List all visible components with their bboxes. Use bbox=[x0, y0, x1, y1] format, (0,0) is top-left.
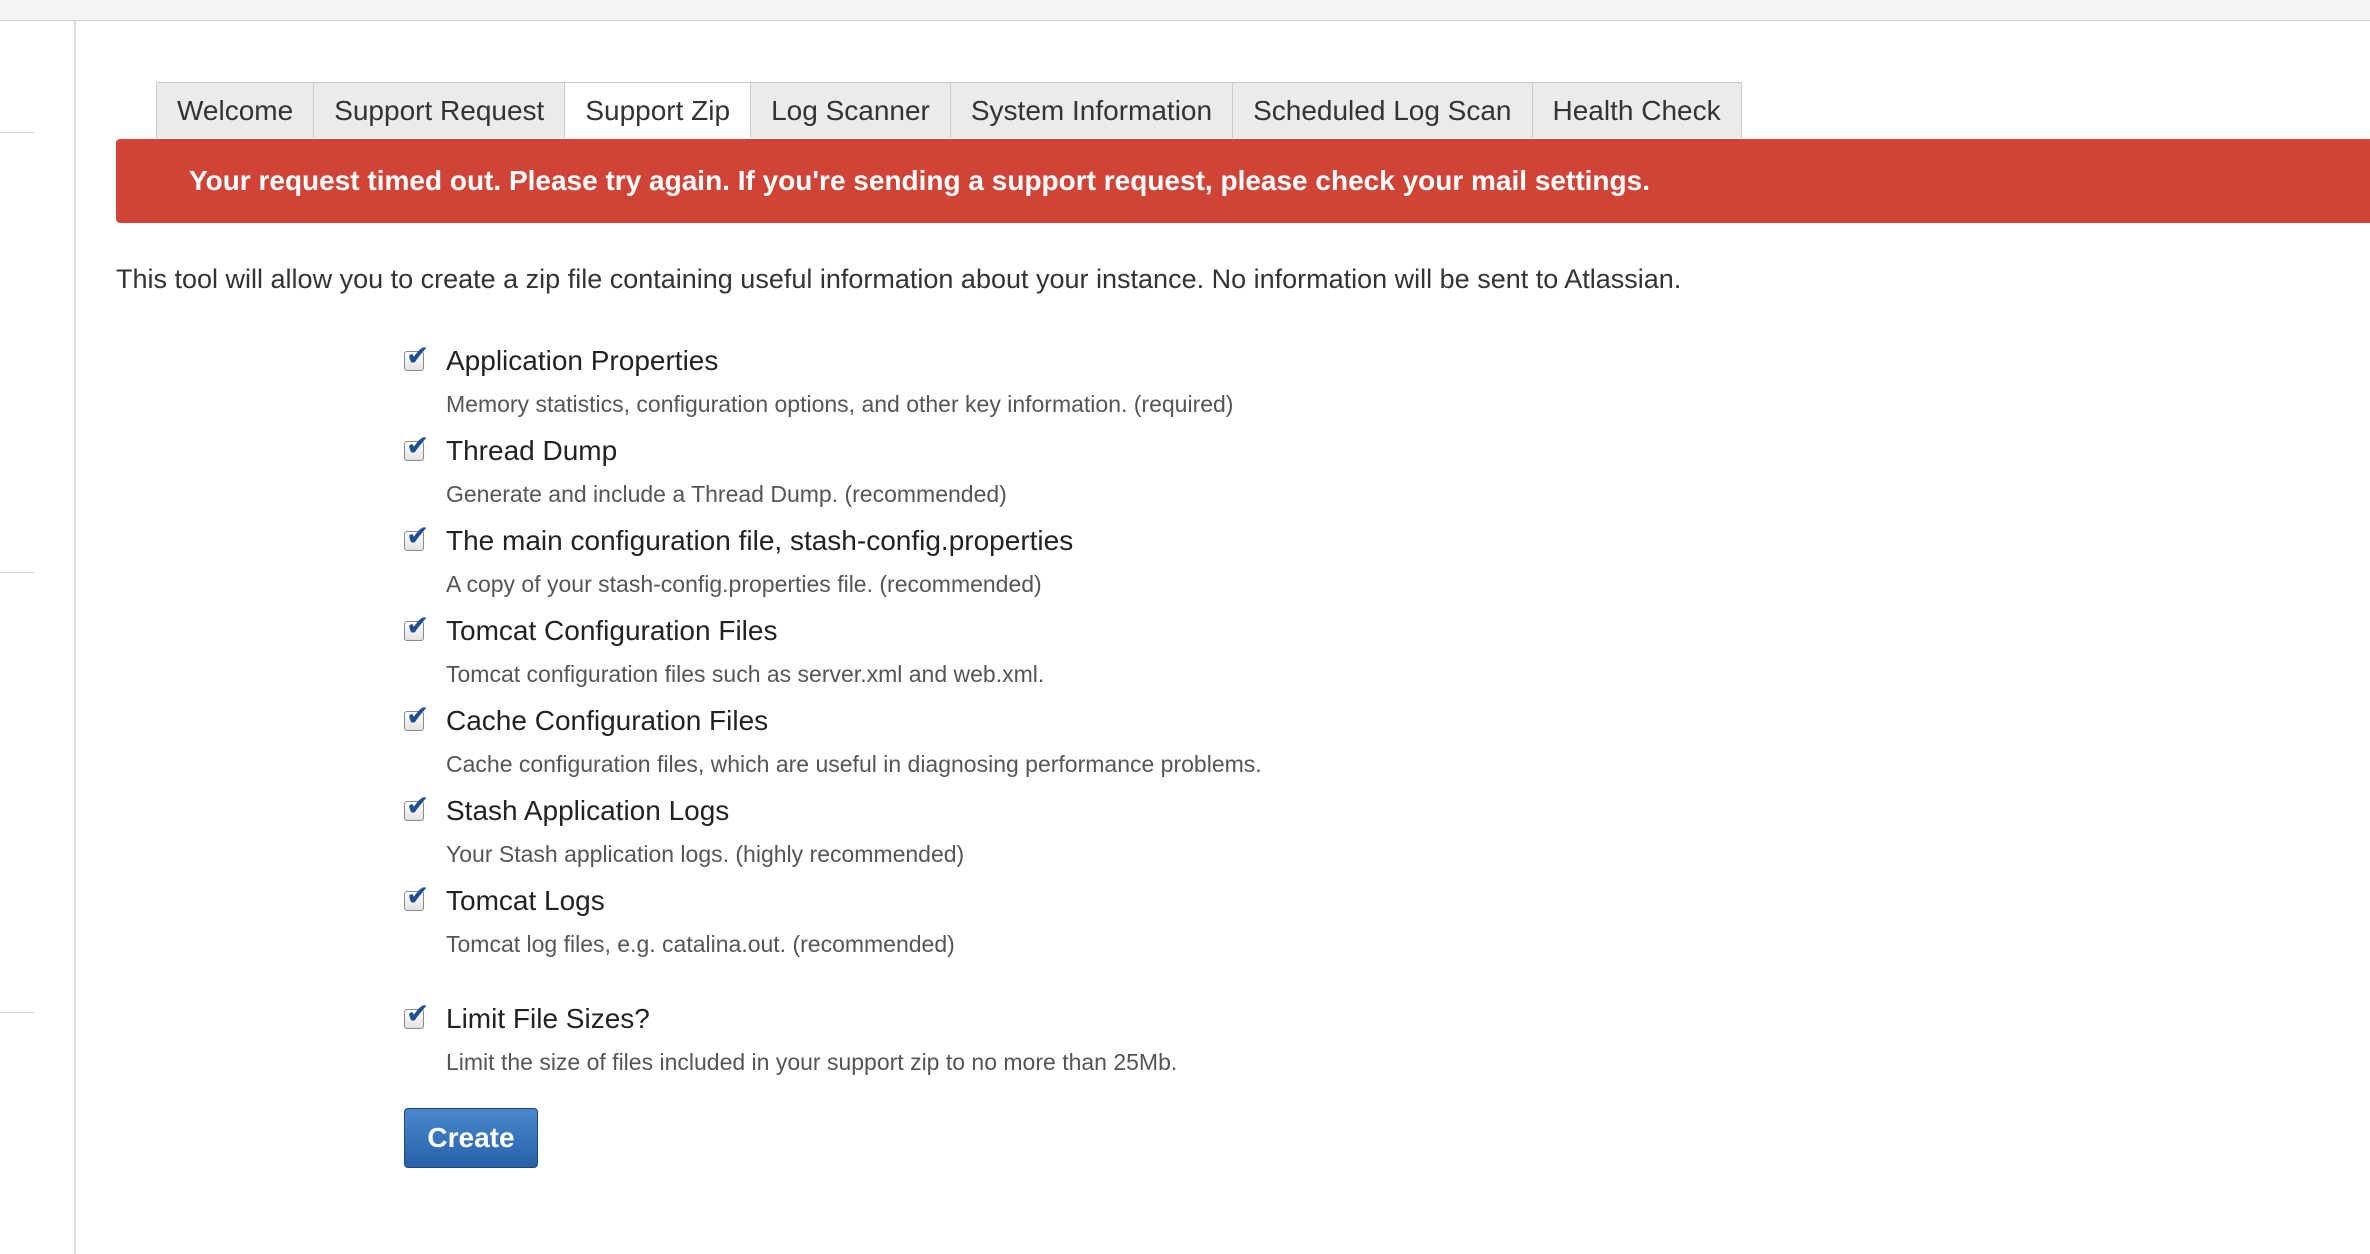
tab-welcome[interactable]: Welcome bbox=[156, 82, 314, 138]
option-description: Your Stash application logs. (highly recommended) bbox=[446, 841, 965, 867]
checkmark-icon: ✔ bbox=[406, 610, 430, 641]
checkmark-icon: ✔ bbox=[406, 340, 430, 371]
option-cache-configuration-files bbox=[404, 701, 1804, 778]
option-description: Generate and include a Thread Dump. (recommended) bbox=[446, 481, 1007, 507]
option-label: Tomcat Logs bbox=[446, 885, 605, 916]
option-application-properties bbox=[404, 341, 1804, 418]
application-properties-checkbox[interactable] bbox=[404, 340, 430, 371]
option-description: A copy of your stash-config.properties file. (recommended) bbox=[446, 571, 1042, 597]
create-button[interactable]: Create bbox=[404, 1108, 538, 1168]
sidebar-divider bbox=[0, 572, 34, 573]
option-stash-application-logs bbox=[404, 791, 1804, 868]
option-label: Limit File Sizes? bbox=[446, 1003, 650, 1034]
intro-text: This tool will allow you to create a zip file containing useful information about your instance. No information will be sent to Atlassian. bbox=[116, 264, 1682, 294]
tab-support-request[interactable]: Support Request bbox=[313, 82, 565, 138]
checkmark-icon: ✔ bbox=[406, 790, 430, 821]
stash-application-logs-checkbox[interactable] bbox=[404, 790, 430, 821]
option-description: Cache configuration files, which are useful in diagnosing performance problems. bbox=[446, 751, 1262, 777]
option-label: Cache Configuration Files bbox=[446, 705, 769, 736]
cache-configuration-files-checkbox[interactable] bbox=[404, 700, 430, 731]
sidebar-divider bbox=[0, 132, 34, 133]
checkmark-icon: ✔ bbox=[406, 520, 430, 551]
option-label: Application Properties bbox=[446, 345, 719, 376]
error-message: Your request timed out. Please try again. If you're sending a support request, please check your mail settings. bbox=[189, 165, 1650, 196]
tomcat-configuration-files-checkbox[interactable] bbox=[404, 610, 430, 641]
tab-health-check[interactable]: Health Check bbox=[1532, 82, 1742, 138]
option-description: Tomcat configuration files such as server.xml and web.xml. bbox=[446, 661, 1045, 687]
option-limit-file-sizes bbox=[404, 999, 1804, 1076]
top-bar bbox=[0, 0, 2370, 21]
tab-system-information[interactable]: System Information bbox=[950, 82, 1233, 138]
option-label: Stash Application Logs bbox=[446, 795, 730, 826]
tab-log-scanner[interactable]: Log Scanner bbox=[750, 82, 951, 138]
checkmark-icon: ✔ bbox=[406, 880, 430, 911]
checkmark-icon: ✔ bbox=[406, 430, 430, 461]
thread-dump-checkbox[interactable] bbox=[404, 430, 430, 461]
tab-bar bbox=[156, 82, 1741, 138]
option-main-configuration-file bbox=[404, 521, 1804, 598]
sidebar-divider bbox=[0, 1012, 34, 1013]
option-label: The main configuration file, stash-config.properties bbox=[446, 525, 1074, 556]
option-tomcat-configuration-files bbox=[404, 611, 1804, 688]
option-description: Limit the size of files included in your support zip to no more than 25Mb. bbox=[446, 1049, 1178, 1075]
checkmark-icon: ✔ bbox=[406, 998, 430, 1029]
option-label: Tomcat Configuration Files bbox=[446, 615, 778, 646]
tab-scheduled-log-scan[interactable]: Scheduled Log Scan bbox=[1232, 82, 1532, 138]
option-tomcat-logs bbox=[404, 881, 1804, 958]
checkmark-icon: ✔ bbox=[406, 700, 430, 731]
tomcat-logs-checkbox[interactable] bbox=[404, 880, 430, 911]
option-thread-dump bbox=[404, 431, 1804, 508]
left-sidebar bbox=[0, 21, 76, 1254]
option-description: Memory statistics, configuration options, and other key information. (required) bbox=[446, 391, 1234, 417]
error-banner bbox=[116, 139, 2370, 223]
limit-file-sizes-checkbox[interactable] bbox=[404, 998, 430, 1029]
option-description: Tomcat log files, e.g. catalina.out. (recommended) bbox=[446, 931, 955, 957]
option-label: Thread Dump bbox=[446, 435, 618, 466]
main-configuration-file-checkbox[interactable] bbox=[404, 520, 430, 551]
tab-support-zip[interactable]: Support Zip bbox=[564, 82, 751, 138]
